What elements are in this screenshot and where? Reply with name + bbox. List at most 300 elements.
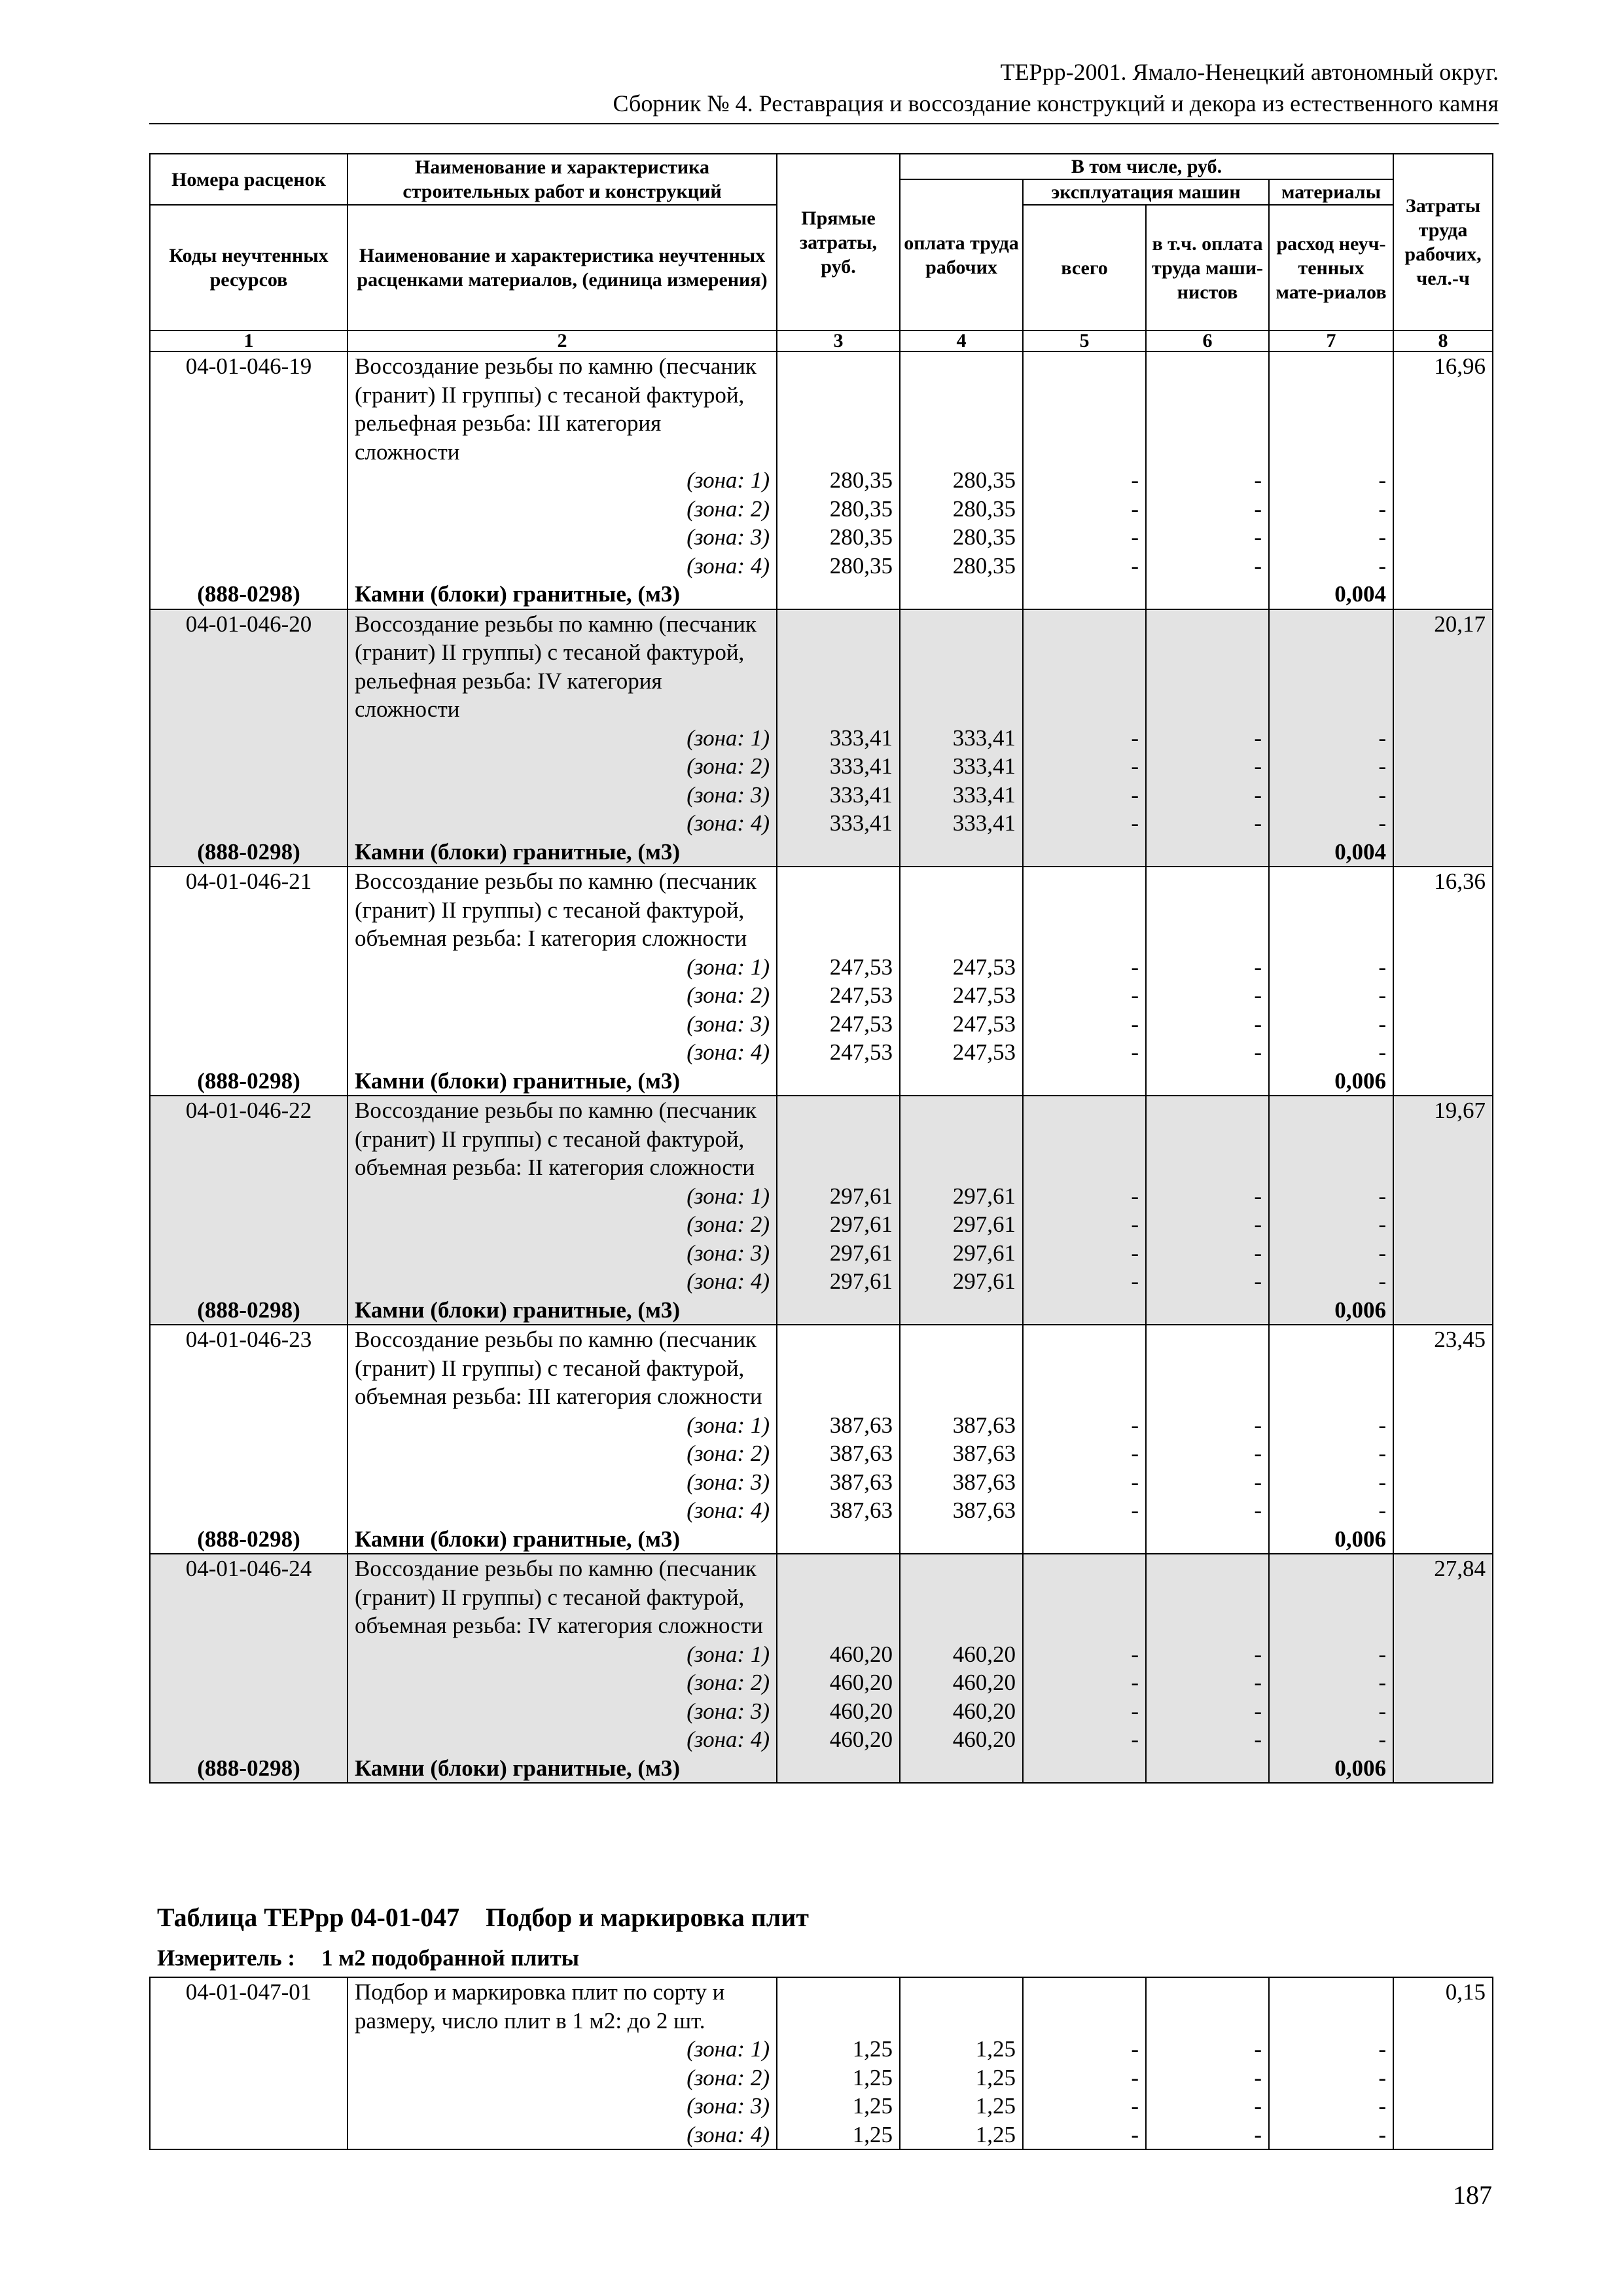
empty-cell [1023, 1977, 1146, 2035]
machines-total: - [1023, 1182, 1146, 1211]
materials-use: - [1269, 1210, 1393, 1239]
empty-cell [150, 752, 348, 781]
empty-cell [777, 1977, 900, 2035]
resource-row [150, 1525, 1493, 1554]
empty-cell [1393, 1067, 1493, 1096]
labor-pay: 387,63 [900, 1496, 1023, 1525]
table-row [150, 1554, 1493, 1640]
labor-pay: 297,61 [900, 1239, 1023, 1268]
labor-pay: 247,53 [900, 1010, 1023, 1039]
materials-use: - [1269, 1640, 1393, 1669]
empty-cell [150, 523, 348, 552]
zone-label: (зона: 3) [348, 523, 777, 552]
empty-cell [1269, 609, 1393, 724]
zone-label: (зона: 4) [348, 1038, 777, 1067]
materials-use: - [1269, 2064, 1393, 2092]
empty-cell [777, 838, 900, 867]
th-number: 4 [900, 331, 1023, 351]
resource-name: Камни (блоки) гранитные, (м3) [348, 1754, 777, 1784]
labor-pay: 460,20 [900, 1668, 1023, 1697]
empty-cell [1146, 1067, 1269, 1096]
direct-costs: 1,25 [777, 2092, 900, 2121]
labor-pay: 333,41 [900, 724, 1023, 753]
empty-cell [1269, 1977, 1393, 2035]
empty-cell [1393, 1668, 1493, 1697]
table-row [150, 1325, 1493, 1411]
labor-pay: 297,61 [900, 1182, 1023, 1211]
th-number: 5 [1023, 331, 1146, 351]
materials-use: - [1269, 1697, 1393, 1726]
machines-pay: - [1146, 552, 1269, 581]
empty-cell [1023, 609, 1146, 724]
labor-pay: 297,61 [900, 1210, 1023, 1239]
machines-total: - [1023, 1038, 1146, 1067]
machines-total: - [1023, 1468, 1146, 1497]
direct-costs: 333,41 [777, 781, 900, 810]
machines-total: - [1023, 981, 1146, 1010]
machines-total: - [1023, 781, 1146, 810]
empty-cell [1023, 838, 1146, 867]
materials-use: - [1269, 752, 1393, 781]
th-number: 2 [348, 331, 777, 351]
machines-total: - [1023, 724, 1146, 753]
empty-cell [150, 2092, 348, 2121]
zone-row [150, 466, 1493, 495]
machines-pay: - [1146, 752, 1269, 781]
direct-costs: 297,61 [777, 1210, 900, 1239]
empty-cell [1393, 781, 1493, 810]
empty-cell [900, 580, 1023, 609]
zone-label: (зона: 4) [348, 552, 777, 581]
empty-cell [1023, 1325, 1146, 1411]
direct-costs: 280,35 [777, 495, 900, 524]
machines-pay: - [1146, 1725, 1269, 1754]
labor-pay: 247,53 [900, 981, 1023, 1010]
machines-pay: - [1146, 1439, 1269, 1468]
th-materials-use: расход неуч-тенных мате-риалов [1269, 205, 1393, 331]
empty-cell [150, 466, 348, 495]
direct-costs: 280,35 [777, 466, 900, 495]
machines-total: - [1023, 1640, 1146, 1669]
zone-row [150, 981, 1493, 1010]
machines-pay: - [1146, 981, 1269, 1010]
machines-total: - [1023, 1010, 1146, 1039]
rate-code: 04-01-046-19 [150, 351, 348, 466]
th-labor-pay: оплата труда рабочих [900, 179, 1023, 331]
resource-code: (888-0298) [150, 1296, 348, 1325]
labor-pay: 333,41 [900, 809, 1023, 838]
labor-pay: 280,35 [900, 495, 1023, 524]
empty-cell [150, 2035, 348, 2064]
materials-use: - [1269, 781, 1393, 810]
empty-cell [1393, 466, 1493, 495]
th-number: 8 [1393, 331, 1493, 351]
resource-name: Камни (блоки) гранитные, (м3) [348, 1067, 777, 1096]
direct-costs: 460,20 [777, 1697, 900, 1726]
empty-cell [777, 351, 900, 466]
resource-amount: 0,006 [1269, 1296, 1393, 1325]
resource-name: Камни (блоки) гранитные, (м3) [348, 580, 777, 609]
empty-cell [1393, 1754, 1493, 1784]
empty-cell [1393, 724, 1493, 753]
empty-cell [777, 1325, 900, 1411]
rate-code: 04-01-047-01 [150, 1977, 348, 2035]
empty-cell [900, 1754, 1023, 1784]
resource-row [150, 838, 1493, 867]
materials-use: - [1269, 1468, 1393, 1497]
labor-pay: 460,20 [900, 1640, 1023, 1669]
machines-pay: - [1146, 1697, 1269, 1726]
empty-cell [900, 1525, 1023, 1554]
zone-label: (зона: 4) [348, 1725, 777, 1754]
machines-pay: - [1146, 1411, 1269, 1440]
empty-cell [1393, 981, 1493, 1010]
labor-pay: 1,25 [900, 2121, 1023, 2150]
machines-total: - [1023, 752, 1146, 781]
empty-cell [777, 1067, 900, 1096]
labor-cost: 19,67 [1393, 1096, 1493, 1182]
zone-row [150, 1668, 1493, 1697]
resource-amount: 0,004 [1269, 580, 1393, 609]
machines-total: - [1023, 1697, 1146, 1726]
labor-pay: 297,61 [900, 1267, 1023, 1296]
direct-costs: 460,20 [777, 1668, 900, 1697]
labor-pay: 333,41 [900, 781, 1023, 810]
resource-amount: 0,006 [1269, 1754, 1393, 1784]
empty-cell [1393, 1210, 1493, 1239]
empty-cell [1146, 838, 1269, 867]
zone-row [150, 781, 1493, 810]
labor-pay: 280,35 [900, 552, 1023, 581]
machines-pay: - [1146, 1182, 1269, 1211]
zone-row [150, 523, 1493, 552]
labor-pay: 1,25 [900, 2035, 1023, 2064]
materials-use: - [1269, 953, 1393, 982]
empty-cell [900, 1554, 1023, 1640]
empty-cell [1146, 1554, 1269, 1640]
rate-description: Подбор и маркировка плит по сорту и размеру, число плит в 1 м2: до 2 шт. [348, 1977, 777, 2035]
empty-cell [150, 1725, 348, 1754]
zone-row [150, 2035, 1493, 2064]
empty-cell [150, 1468, 348, 1497]
rates-table [149, 153, 1493, 1784]
th-direct-costs: Прямые затраты, руб. [777, 154, 900, 331]
labor-pay: 387,63 [900, 1468, 1023, 1497]
materials-use: - [1269, 981, 1393, 1010]
empty-cell [1393, 1267, 1493, 1296]
empty-cell [150, 981, 348, 1010]
direct-costs: 1,25 [777, 2035, 900, 2064]
rate-description: Воссоздание резьбы по камню (песчаник (гранит) II группы) с тесаной фактурой, объемная резьба: IV категория сложности [348, 1554, 777, 1640]
direct-costs: 297,61 [777, 1182, 900, 1211]
materials-use: - [1269, 1182, 1393, 1211]
zone-label: (зона: 1) [348, 1182, 777, 1211]
machines-total: - [1023, 809, 1146, 838]
th-materials: материалы [1269, 179, 1393, 205]
zone-row [150, 1038, 1493, 1067]
zone-label: (зона: 2) [348, 495, 777, 524]
machines-total: - [1023, 1411, 1146, 1440]
materials-use: - [1269, 2035, 1393, 2064]
resource-row [150, 1754, 1493, 1784]
labor-cost: 20,17 [1393, 609, 1493, 724]
rate-code: 04-01-046-23 [150, 1325, 348, 1411]
machines-total: - [1023, 1668, 1146, 1697]
th-number: 7 [1269, 331, 1393, 351]
machines-pay: - [1146, 1038, 1269, 1067]
zone-row [150, 953, 1493, 982]
zone-label: (зона: 2) [348, 752, 777, 781]
empty-cell [150, 953, 348, 982]
empty-cell [1269, 1554, 1393, 1640]
empty-cell [1393, 1725, 1493, 1754]
empty-cell [1023, 351, 1146, 466]
zone-row [150, 1267, 1493, 1296]
empty-cell [150, 1668, 348, 1697]
machines-total: - [1023, 953, 1146, 982]
rate-description: Воссоздание резьбы по камню (песчаник (гранит) II группы) с тесаной фактурой, объемная резьба: I категория сложности [348, 867, 777, 953]
machines-pay: - [1146, 2064, 1269, 2092]
rate-code: 04-01-046-20 [150, 609, 348, 724]
empty-cell [1023, 867, 1146, 953]
zone-label: (зона: 1) [348, 953, 777, 982]
direct-costs: 247,53 [777, 1010, 900, 1039]
zone-label: (зона: 2) [348, 981, 777, 1010]
zone-label: (зона: 2) [348, 1668, 777, 1697]
machines-pay: - [1146, 809, 1269, 838]
direct-costs: 387,63 [777, 1468, 900, 1497]
empty-cell [900, 1067, 1023, 1096]
table-row [150, 867, 1493, 953]
rate-description: Воссоздание резьбы по камню (песчаник (гранит) II группы) с тесаной фактурой, рельефная резьба: III категория сложности [348, 351, 777, 466]
empty-cell [1023, 580, 1146, 609]
resource-row [150, 1067, 1493, 1096]
materials-use: - [1269, 2121, 1393, 2150]
empty-cell [1393, 1411, 1493, 1440]
empty-cell [900, 867, 1023, 953]
empty-cell [1269, 867, 1393, 953]
zone-label: (зона: 3) [348, 1697, 777, 1726]
resource-name: Камни (блоки) гранитные, (м3) [348, 1296, 777, 1325]
resource-name: Камни (блоки) гранитные, (м3) [348, 1525, 777, 1554]
zone-label: (зона: 2) [348, 1439, 777, 1468]
resource-amount: 0,004 [1269, 838, 1393, 867]
materials-use: - [1269, 2092, 1393, 2121]
resource-row [150, 580, 1493, 609]
empty-cell [900, 609, 1023, 724]
empty-cell [1393, 1640, 1493, 1669]
rate-code: 04-01-046-22 [150, 1096, 348, 1182]
zone-row [150, 2064, 1493, 2092]
machines-total: - [1023, 1239, 1146, 1268]
empty-cell [1023, 1554, 1146, 1640]
direct-costs: 387,63 [777, 1411, 900, 1440]
resource-amount: 0,006 [1269, 1525, 1393, 1554]
th-number: 3 [777, 331, 900, 351]
table-row [150, 351, 1493, 466]
machines-pay: - [1146, 466, 1269, 495]
labor-pay: 247,53 [900, 953, 1023, 982]
labor-pay: 1,25 [900, 2092, 1023, 2121]
labor-pay: 387,63 [900, 1411, 1023, 1440]
th-machines-total: всего [1023, 205, 1146, 331]
rate-code: 04-01-046-21 [150, 867, 348, 953]
page-number: 187 [1453, 2180, 1492, 2210]
resource-code: (888-0298) [150, 580, 348, 609]
th-name-bottom: Наименование и характеристика неучтенных расценками материалов, (единица измерения) [348, 205, 777, 331]
zone-label: (зона: 4) [348, 2121, 777, 2150]
resource-code: (888-0298) [150, 838, 348, 867]
zone-row [150, 1239, 1493, 1268]
th-labor-costs: Затраты труда рабочих, чел.-ч [1393, 154, 1493, 331]
empty-cell [1146, 351, 1269, 466]
materials-use: - [1269, 1239, 1393, 1268]
zone-label: (зона: 1) [348, 2035, 777, 2064]
empty-cell [150, 781, 348, 810]
empty-cell [1393, 1038, 1493, 1067]
machines-pay: - [1146, 724, 1269, 753]
empty-cell [150, 1038, 348, 1067]
empty-cell [1393, 1239, 1493, 1268]
machines-pay: - [1146, 2035, 1269, 2064]
labor-cost: 16,96 [1393, 351, 1493, 466]
empty-cell [1146, 1525, 1269, 1554]
materials-use: - [1269, 1439, 1393, 1468]
machines-total: - [1023, 523, 1146, 552]
zone-row [150, 724, 1493, 753]
direct-costs: 1,25 [777, 2121, 900, 2150]
zone-row [150, 1210, 1493, 1239]
empty-cell [1393, 1697, 1493, 1726]
materials-use: - [1269, 523, 1393, 552]
empty-cell [150, 809, 348, 838]
machines-total: - [1023, 552, 1146, 581]
zone-label: (зона: 1) [348, 1411, 777, 1440]
header-divider [149, 123, 1499, 124]
machines-total: - [1023, 1496, 1146, 1525]
header-section-title: Сборник № 4. Реставрация и воссоздание конструкций и декора из естественного камня [613, 90, 1499, 117]
rate-description: Воссоздание резьбы по камню (песчаник (гранит) II группы) с тесаной фактурой, объемная резьба: II категория сложности [348, 1096, 777, 1182]
empty-cell [1393, 2121, 1493, 2150]
empty-cell [777, 609, 900, 724]
empty-cell [1393, 1182, 1493, 1211]
machines-pay: - [1146, 1668, 1269, 1697]
empty-cell [1393, 523, 1493, 552]
labor-pay: 333,41 [900, 752, 1023, 781]
empty-cell [1393, 2092, 1493, 2121]
empty-cell [1146, 1296, 1269, 1325]
materials-use: - [1269, 1010, 1393, 1039]
empty-cell [1393, 953, 1493, 982]
empty-cell [150, 1182, 348, 1211]
empty-cell [900, 838, 1023, 867]
empty-cell [1269, 1325, 1393, 1411]
resource-amount: 0,006 [1269, 1067, 1393, 1096]
zone-row [150, 552, 1493, 581]
empty-cell [1393, 1496, 1493, 1525]
zone-label: (зона: 1) [348, 1640, 777, 1669]
empty-cell [1146, 1096, 1269, 1182]
empty-cell [1393, 1525, 1493, 1554]
th-codes-top: Номера расценок [150, 154, 348, 205]
measure-label: Измеритель : [157, 1945, 296, 1971]
th-machines: эксплуатация машин [1023, 179, 1269, 205]
machines-total: - [1023, 1439, 1146, 1468]
empty-cell [1269, 1096, 1393, 1182]
labor-cost: 23,45 [1393, 1325, 1493, 1411]
zone-row [150, 1010, 1493, 1039]
direct-costs: 333,41 [777, 724, 900, 753]
empty-cell [1023, 1296, 1146, 1325]
empty-cell [150, 1439, 348, 1468]
zone-row [150, 1697, 1493, 1726]
empty-cell [150, 1210, 348, 1239]
empty-cell [777, 1296, 900, 1325]
zone-label: (зона: 3) [348, 2092, 777, 2121]
labor-cost: 27,84 [1393, 1554, 1493, 1640]
zone-label: (зона: 4) [348, 1267, 777, 1296]
machines-pay: - [1146, 495, 1269, 524]
zone-label: (зона: 3) [348, 1239, 777, 1268]
zone-label: (зона: 1) [348, 724, 777, 753]
machines-pay: - [1146, 523, 1269, 552]
direct-costs: 460,20 [777, 1640, 900, 1669]
materials-use: - [1269, 809, 1393, 838]
empty-cell [900, 1977, 1023, 2035]
zone-row [150, 752, 1493, 781]
empty-cell [777, 1554, 900, 1640]
materials-use: - [1269, 1038, 1393, 1067]
th-number: 6 [1146, 331, 1269, 351]
empty-cell [777, 1754, 900, 1784]
labor-pay: 280,35 [900, 466, 1023, 495]
machines-total: - [1023, 466, 1146, 495]
machines-total: - [1023, 1267, 1146, 1296]
empty-cell [1023, 1525, 1146, 1554]
direct-costs: 297,61 [777, 1239, 900, 1268]
zone-row [150, 2121, 1493, 2150]
empty-cell [1393, 1010, 1493, 1039]
machines-pay: - [1146, 953, 1269, 982]
zone-row [150, 1640, 1493, 1669]
machines-total: - [1023, 2064, 1146, 2092]
direct-costs: 280,35 [777, 523, 900, 552]
empty-cell [1393, 495, 1493, 524]
machines-pay: - [1146, 1239, 1269, 1268]
machines-total: - [1023, 2121, 1146, 2150]
labor-pay: 460,20 [900, 1697, 1023, 1726]
resource-row [150, 1296, 1493, 1325]
zone-row [150, 1496, 1493, 1525]
labor-cost: 0,15 [1393, 1977, 1493, 2035]
rate-description: Воссоздание резьбы по камню (песчаник (гранит) II группы) с тесаной фактурой, рельефная резьба: IV категория сложности [348, 609, 777, 724]
empty-cell [150, 724, 348, 753]
zone-label: (зона: 2) [348, 1210, 777, 1239]
direct-costs: 387,63 [777, 1439, 900, 1468]
resource-code: (888-0298) [150, 1067, 348, 1096]
empty-cell [1146, 580, 1269, 609]
machines-total: - [1023, 1210, 1146, 1239]
machines-pay: - [1146, 1640, 1269, 1669]
zone-row [150, 809, 1493, 838]
labor-pay: 387,63 [900, 1439, 1023, 1468]
direct-costs: 460,20 [777, 1725, 900, 1754]
materials-use: - [1269, 1668, 1393, 1697]
machines-total: - [1023, 1725, 1146, 1754]
zone-label: (зона: 3) [348, 1468, 777, 1497]
zone-row [150, 1411, 1493, 1440]
materials-use: - [1269, 724, 1393, 753]
